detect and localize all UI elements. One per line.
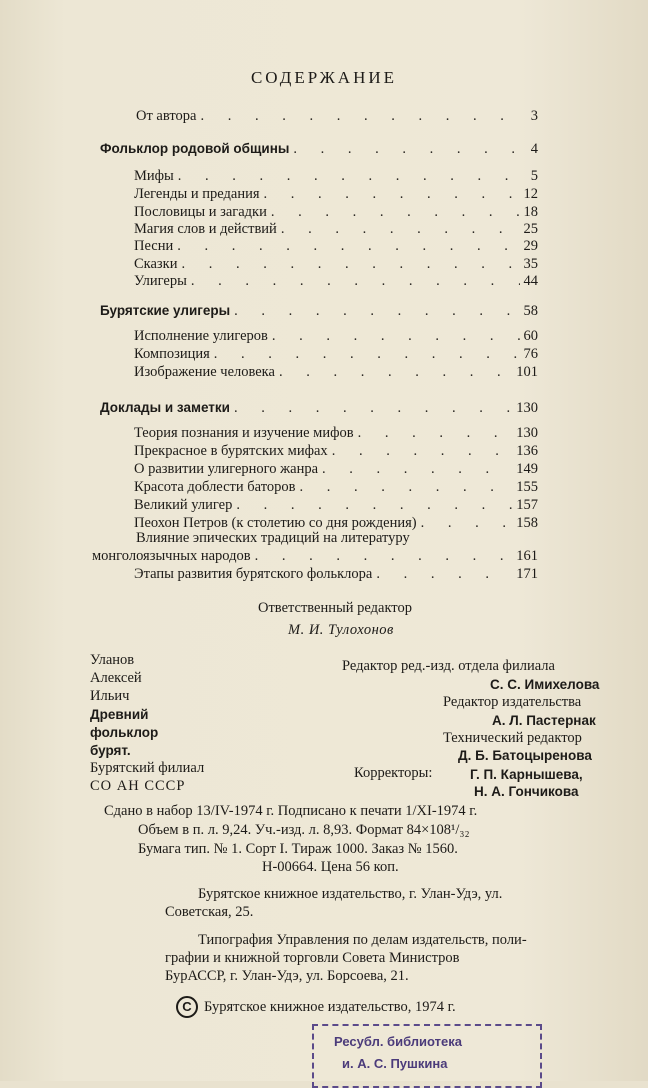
toc-entry-label: Великий улигер (134, 497, 233, 513)
toc-page-number: 101 (516, 364, 538, 380)
institution-line2: СО АН СССР (90, 778, 186, 794)
book-title-line2: фольклор (90, 725, 159, 740)
toc-entry-label: О развитии улигерного жанра (134, 461, 319, 477)
toc-entry-label: Песни (134, 238, 174, 254)
toc-entry (136, 108, 538, 125)
toc-dot-leader (376, 566, 512, 583)
toc-dot-leader (214, 346, 520, 363)
toc-entry-label: Мифы (134, 168, 174, 184)
toc-entry-label: Сказки (134, 256, 178, 272)
tech-editor-name: Д. Б. Батоцыренова (458, 748, 592, 763)
toc-entry (100, 303, 538, 320)
toc-entry-label: Красота доблести баторов (134, 479, 296, 495)
toc-page-number: 76 (523, 346, 538, 362)
copyright-line (176, 996, 456, 1018)
toc-entry (134, 346, 538, 363)
toc-entry-label: Пеохон Петров (к столетию со дня рождения) (134, 515, 417, 531)
toc-dot-leader (332, 443, 513, 460)
toc-dot-leader (299, 479, 512, 496)
toc-entry (134, 461, 538, 478)
correctors-label: Корректоры: (354, 765, 433, 781)
corrector-2: Н. А. Гончикова (474, 784, 579, 799)
copyright-icon: C (176, 996, 198, 1018)
toc-page-number: 60 (523, 328, 538, 344)
printer-line: Типография Управления по делам издательств, поли- (198, 932, 527, 948)
toc-entry-label: Прекрасное в бурятских мифах (134, 443, 328, 459)
toc-page-number: 157 (516, 497, 538, 513)
toc-dot-leader (200, 108, 526, 125)
toc-entry (134, 168, 538, 185)
toc-entry (134, 256, 538, 273)
page-title: СОДЕРЖАНИЕ (250, 68, 398, 87)
toc-page-number: 44 (523, 273, 538, 289)
toc-entry (134, 364, 538, 381)
corrector-1: Г. П. Карнышева, (470, 767, 583, 782)
toc-page-number: 12 (523, 186, 538, 202)
toc-entry (134, 443, 538, 460)
toc-dot-leader (178, 168, 527, 185)
toc-entry (134, 221, 538, 238)
toc-entry (134, 497, 538, 514)
tech-editor-label: Технический редактор (443, 730, 582, 746)
responsible-editor-label: Ответственный редактор (258, 600, 412, 616)
toc-entry (100, 400, 538, 417)
author-firstname: Алексей (90, 670, 142, 686)
institution-line1: Бурятский филиал (90, 760, 205, 776)
toc-dot-leader (322, 461, 512, 478)
toc-entry (134, 328, 538, 345)
editor-name: С. С. Имихелова (490, 677, 600, 692)
toc-entry (134, 238, 538, 255)
toc-dot-leader (236, 497, 512, 514)
toc-section-title: Доклады и заметки (100, 400, 230, 415)
toc-entry-label: От автора (136, 108, 197, 124)
library-stamp (312, 1024, 542, 1088)
toc-entry (134, 186, 538, 203)
toc-entry-label: монголоязычных народов (92, 548, 251, 564)
toc-entry-label: Теория познания и изучение мифов (134, 425, 354, 441)
toc-entry-label: Улигеры (134, 273, 187, 289)
toc-page-number: 58 (523, 303, 538, 319)
toc-dot-leader (281, 221, 520, 238)
toc-page-number: 4 (530, 141, 538, 157)
toc-dot-leader (293, 141, 526, 158)
toc-entry-label: Исполнение улигеров (134, 328, 268, 344)
toc-page-number: 3 (530, 108, 538, 124)
toc-page-number: 29 (523, 238, 538, 254)
toc-entry-label: Композиция (134, 346, 210, 362)
toc-page-number: 155 (516, 479, 538, 495)
publisher-line: Советская, 25. (165, 904, 254, 920)
toc-dot-leader (421, 515, 513, 532)
author-surname: Уланов (90, 652, 135, 668)
toc-entry (134, 204, 538, 221)
toc-dot-leader (271, 204, 520, 221)
toc-dot-leader (272, 328, 520, 345)
pub-editor-label: Редактор издательства (443, 694, 582, 710)
pub-editor-name: А. Л. Пастернак (492, 713, 596, 728)
print-info-line: Сдано в набор 13/IV-1974 г. Подписано к печати 1/XI-1974 г. (104, 803, 478, 819)
copyright-text: Бурятское книжное издательство, 1974 г. (204, 999, 456, 1015)
book-title-line3: бурят. (90, 743, 131, 758)
responsible-editor-name: М. И. Тулохонов (288, 622, 394, 638)
toc-dot-leader (234, 303, 519, 320)
editor-label: Редактор ред.-изд. отдела филиала (342, 658, 555, 674)
toc-entry-label: Изображение человека (134, 364, 275, 380)
toc-dot-leader (264, 186, 520, 203)
author-patronymic: Ильич (90, 688, 130, 704)
toc-page-number: 130 (516, 425, 538, 441)
stamp-line-2: и. А. С. Пушкина (342, 1056, 448, 1071)
toc-entry (100, 141, 538, 158)
toc-entry-label: Пословицы и загадки (134, 204, 267, 220)
toc-entry (134, 425, 538, 442)
toc-dot-leader (177, 238, 519, 255)
toc-section-title: Бурятские улигеры (100, 303, 231, 318)
toc-entry-label: Легенды и предания (134, 186, 260, 202)
toc-entry-label: Этапы развития бурятского фольклора (134, 566, 373, 582)
toc-entry-label: Магия слов и действий (134, 221, 277, 237)
toc-entry (134, 479, 538, 496)
toc-page-number: 161 (516, 548, 538, 564)
toc-page-number: 171 (516, 566, 538, 582)
toc-entry (134, 566, 538, 583)
toc-page-number: 25 (523, 221, 538, 237)
toc-entry-label-line1: Влияние эпических традиций на литературу (136, 530, 410, 546)
toc-dot-leader (181, 256, 519, 273)
printer-line: БурАССР, г. Улан-Удэ, ул. Борсоева, 21. (165, 968, 409, 984)
toc-dot-leader (191, 273, 520, 290)
book-title-line1: Древний (90, 707, 149, 722)
toc-section-title: Фольклор родовой общины (100, 141, 290, 156)
toc-dot-leader (255, 548, 513, 565)
toc-page-number: 18 (523, 204, 538, 220)
stamp-line-1: Ресубл. библиотека (334, 1034, 462, 1049)
toc-dot-leader (279, 364, 512, 381)
toc-entry (134, 273, 538, 290)
toc-dot-leader (234, 400, 512, 417)
toc-page-number: 130 (516, 400, 538, 416)
toc-page-number: 149 (516, 461, 538, 477)
print-info-line: Н-00664. Цена 56 коп. (262, 859, 399, 875)
toc-page-number: 158 (516, 515, 538, 531)
toc-page-number: 35 (523, 256, 538, 272)
toc-entry (92, 548, 538, 565)
toc-dot-leader (358, 425, 513, 442)
toc-page-number: 136 (516, 443, 538, 459)
print-info-line: Бумага тип. № 1. Сорт I. Тираж 1000. Заказ № 1560. (138, 841, 458, 857)
print-info-line: Объем в п. л. 9,24. Уч.-изд. л. 8,93. Формат 84×108¹/₃₂ (138, 822, 470, 838)
toc-page-number: 5 (530, 168, 538, 184)
printer-line: графии и книжной торговли Совета Министров (165, 950, 460, 966)
publisher-line: Бурятское книжное издательство, г. Улан-Удэ, ул. (198, 886, 503, 902)
